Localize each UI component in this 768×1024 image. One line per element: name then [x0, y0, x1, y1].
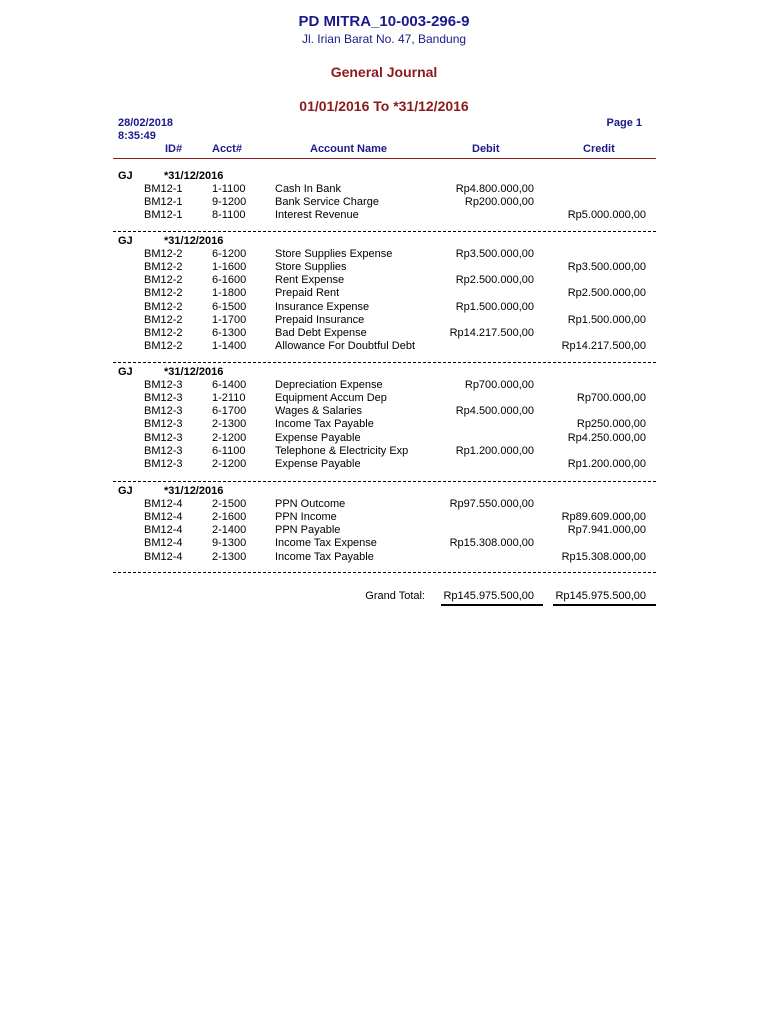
entry-id: BM12-1 [144, 196, 183, 209]
column-header-debit: Debit [472, 143, 500, 155]
column-header-account-name: Account Name [310, 143, 388, 155]
account-number: 9-1300 [212, 537, 247, 550]
debit-amount: Rp200.000,00 [464, 196, 534, 209]
report-title: General Journal [330, 64, 438, 80]
journal-line [0, 209, 768, 222]
account-number: 2-1400 [212, 524, 247, 537]
account-number: 6-1400 [212, 379, 247, 391]
journal-line [0, 537, 768, 550]
credit-amount: Rp14.217.500,00 [561, 339, 646, 352]
account-number: 1-1600 [212, 261, 247, 274]
dashed-separator [113, 362, 656, 363]
account-number: 2-1300 [212, 550, 247, 563]
dashed-separator [113, 231, 656, 232]
journal-code: GJ [118, 366, 133, 378]
account-number: 1-1700 [212, 313, 247, 326]
account-number: 6-1600 [212, 274, 247, 287]
account-number: 2-1600 [212, 511, 247, 524]
entry-id: BM12-3 [144, 444, 183, 457]
journal-code: GJ [118, 485, 133, 497]
column-header-id: ID# [165, 143, 183, 155]
print-date: 28/02/2018 [118, 117, 174, 129]
credit-amount: Rp1.200.000,00 [567, 457, 646, 470]
account-name: Expense Payable [275, 457, 361, 470]
entry-id: BM12-3 [144, 457, 183, 470]
debit-amount: Rp4.800.000,00 [455, 183, 534, 195]
entry-id: BM12-4 [144, 550, 183, 563]
account-name: Interest Revenue [275, 209, 359, 222]
account-number: 1-1800 [212, 287, 247, 300]
journal-line [0, 432, 768, 445]
entry-id: BM12-2 [144, 274, 183, 287]
account-name: Allowance For Doubtful Debt [275, 339, 416, 352]
journal-date: *31/12/2016 [164, 366, 224, 378]
entry-id: BM12-4 [144, 498, 183, 510]
entry-id: BM12-4 [144, 537, 183, 550]
account-name: Store Supplies Expense [275, 248, 393, 260]
entry-id: BM12-3 [144, 405, 183, 418]
account-name: Store Supplies [275, 261, 347, 274]
account-number: 6-1700 [212, 405, 247, 418]
entry-id: BM12-2 [144, 261, 183, 274]
entry-id: BM12-2 [144, 248, 183, 260]
journal-line [0, 498, 768, 511]
account-number: 6-1300 [212, 326, 247, 339]
journal-line [0, 379, 768, 392]
account-number: 9-1200 [212, 196, 247, 209]
account-number: 6-1100 [212, 444, 246, 457]
journal-line [0, 392, 768, 405]
account-number: 6-1200 [212, 248, 247, 260]
journal-entry [0, 485, 768, 564]
credit-amount: Rp3.500.000,00 [567, 261, 646, 274]
account-number: 1-2110 [212, 392, 246, 405]
account-name: Equipment Accum Dep [275, 392, 387, 405]
debit-amount: Rp97.550.000,00 [449, 498, 534, 510]
debit-amount: Rp4.500.000,00 [455, 405, 534, 418]
journal-date: *31/12/2016 [164, 485, 224, 497]
entry-id: BM12-2 [144, 313, 183, 326]
account-name: Prepaid Insurance [275, 313, 365, 326]
dashed-separator [113, 481, 656, 482]
account-name: Prepaid Rent [275, 287, 340, 300]
account-number: 6-1500 [212, 300, 247, 313]
journal-entry [0, 366, 768, 471]
journal-line [0, 445, 768, 458]
journal-line [0, 551, 768, 564]
entry-id: BM12-3 [144, 379, 183, 391]
account-number: 2-1200 [212, 431, 247, 444]
account-number: 8-1100 [212, 209, 246, 222]
account-name: Cash In Bank [275, 183, 342, 195]
journal-line [0, 327, 768, 340]
column-header-credit: Credit [583, 143, 615, 155]
account-name: Bank Service Charge [275, 196, 379, 209]
journal-entry-header [0, 235, 768, 248]
credit-amount: Rp700.000,00 [576, 392, 646, 405]
debit-amount: Rp1.200.000,00 [455, 444, 534, 457]
debit-amount: Rp1.500.000,00 [455, 300, 534, 313]
credit-amount: Rp2.500.000,00 [567, 287, 646, 300]
company-name: PD MITRA_10-003-296-9 [298, 13, 470, 30]
account-number: 2-1200 [212, 457, 247, 470]
credit-amount: Rp89.609.000,00 [561, 511, 646, 524]
journal-line [0, 261, 768, 274]
account-name: PPN Payable [275, 524, 341, 537]
debit-amount: Rp15.308.000,00 [449, 537, 534, 550]
entry-id: BM12-3 [144, 418, 183, 431]
journal-line [0, 301, 768, 314]
entry-id: BM12-3 [144, 392, 183, 405]
grand-total-debit-underline [441, 604, 543, 606]
entry-id: BM12-2 [144, 326, 183, 339]
account-name: Rent Expense [275, 274, 345, 287]
credit-amount: Rp5.000.000,00 [567, 209, 646, 222]
entry-id: BM12-1 [144, 183, 183, 195]
entry-id: BM12-2 [144, 300, 183, 313]
account-number: 2-1300 [212, 418, 247, 431]
journal-entry-header [0, 366, 768, 379]
journal-line [0, 314, 768, 327]
journal-entry [0, 170, 768, 222]
grand-total-credit-underline [553, 604, 656, 606]
grand-total-debit: Rp145.975.500,00 [443, 590, 534, 602]
report-period: 01/01/2016 To *31/12/2016 [299, 98, 469, 114]
account-name: Insurance Expense [275, 300, 370, 313]
journal-line [0, 458, 768, 471]
entry-id: BM12-4 [144, 524, 183, 537]
journal-entry [0, 235, 768, 353]
journal-line [0, 274, 768, 287]
credit-amount: Rp1.500.000,00 [567, 313, 646, 326]
journal-entry-header [0, 485, 768, 498]
account-number: 1-1400 [212, 339, 247, 352]
account-name: PPN Outcome [275, 498, 346, 510]
journal-line [0, 340, 768, 353]
grand-total-credit: Rp145.975.500,00 [555, 590, 646, 602]
journal-date: *31/12/2016 [164, 170, 224, 182]
company-address: Jl. Irian Barat No. 47, Bandung [301, 32, 467, 46]
account-name: PPN Income [275, 511, 337, 524]
journal-code: GJ [118, 170, 133, 182]
journal-line [0, 183, 768, 196]
journal-date: *31/12/2016 [164, 235, 224, 247]
account-name: Expense Payable [275, 431, 361, 444]
account-name: Wages & Salaries [275, 405, 363, 418]
credit-amount: Rp250.000,00 [576, 418, 646, 431]
journal-line [0, 405, 768, 418]
entry-id: BM12-2 [144, 339, 183, 352]
debit-amount: Rp14.217.500,00 [449, 326, 534, 339]
journal-code: GJ [118, 235, 133, 247]
account-name: Depreciation Expense [275, 379, 383, 391]
entry-id: BM12-2 [144, 287, 183, 300]
account-number: 2-1500 [212, 498, 247, 510]
debit-amount: Rp3.500.000,00 [455, 248, 534, 260]
debit-amount: Rp2.500.000,00 [455, 274, 534, 287]
journal-line [0, 524, 768, 537]
account-name: Income Tax Payable [275, 550, 374, 563]
journal-line [0, 287, 768, 300]
account-name: Telephone & Electricity Exp [275, 444, 409, 457]
journal-entry-header [0, 170, 768, 183]
entry-id: BM12-4 [144, 511, 183, 524]
page-number: Page 1 [606, 117, 642, 129]
header-rule [113, 158, 656, 159]
credit-amount: Rp7.941.000,00 [567, 524, 646, 537]
entry-id: BM12-1 [144, 209, 183, 222]
journal-line [0, 511, 768, 524]
journal-line [0, 418, 768, 431]
grand-total-label: Grand Total: [365, 590, 425, 602]
account-number: 1-1100 [212, 183, 246, 195]
credit-amount: Rp4.250.000,00 [567, 431, 646, 444]
journal-line [0, 196, 768, 209]
entry-id: BM12-3 [144, 431, 183, 444]
account-name: Income Tax Payable [275, 418, 374, 431]
credit-amount: Rp15.308.000,00 [561, 550, 646, 563]
dashed-separator [113, 572, 656, 573]
journal-line [0, 248, 768, 261]
column-header-acct: Acct# [212, 143, 242, 155]
account-name: Bad Debt Expense [275, 326, 367, 339]
account-name: Income Tax Expense [275, 537, 377, 550]
debit-amount: Rp700.000,00 [464, 379, 534, 391]
print-time: 8:35:49 [118, 130, 156, 142]
